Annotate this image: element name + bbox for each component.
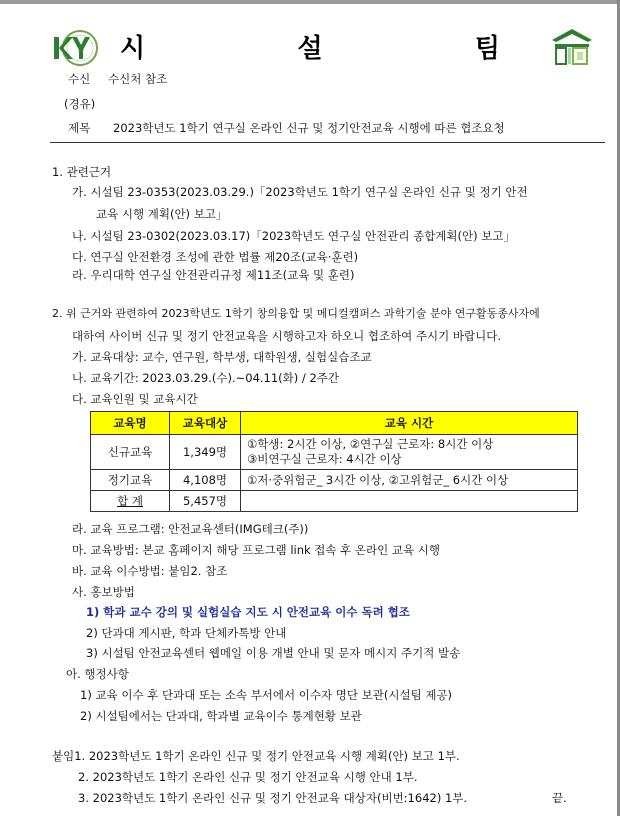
attachment-2: 2. 2023학년도 1학기 온라인 신규 및 정기 안전교육 시행 안내 1부. bbox=[78, 770, 418, 784]
document-title bbox=[120, 28, 500, 64]
admin-heading: 아. 행정사항 bbox=[66, 667, 129, 681]
subject-divider bbox=[50, 142, 605, 143]
subject-label: 제목 bbox=[68, 121, 91, 135]
table-cell: 4,108명 bbox=[170, 470, 241, 491]
title-char-1: 시 bbox=[120, 33, 146, 64]
education-table bbox=[90, 411, 578, 512]
table-cell bbox=[241, 491, 578, 512]
basis-item-a: 가. 시설팀 23-0353(2023.03.29.)「2023학년도 1학기 연구실 온라인 신규 및 정기 안전 bbox=[72, 185, 528, 199]
time-line: ①학생: 2시간 이상, ②연구실 근로자: 8시간 이상 bbox=[247, 437, 494, 451]
window-top-edge bbox=[0, 0, 620, 4]
basis-item-a-cont: 교육 시행 계획(안) 보고」 bbox=[96, 207, 228, 221]
table-cell: 신규교육 bbox=[91, 435, 170, 470]
edu-method: 마. 교육방법: 본교 홈페이지 해당 프로그램 link 접속 후 온라인 교육 시행 bbox=[72, 543, 441, 557]
table-cell: ①저·중위험군_ 3시간 이상, ②고위험군_ 6시간 이상 bbox=[241, 470, 578, 491]
promo-item-2: 2) 단과대 게시판, 학과 단체카톡방 안내 bbox=[86, 626, 287, 640]
university-logo-icon bbox=[50, 28, 98, 68]
attachment-1: 붙임1. 2023학년도 1학기 온라인 신규 및 정기 안전교육 시행 계획(안) 보고 1부. bbox=[52, 749, 460, 763]
edu-table-caption: 다. 교육인원 및 교육시간 bbox=[72, 392, 198, 406]
admin-item-2: 2) 시설팀에서는 단과대, 학과별 교육이수 통계현황 보관 bbox=[80, 709, 362, 723]
facility-team-logo-icon bbox=[548, 26, 596, 68]
table-cell-time bbox=[241, 435, 578, 470]
table-cell bbox=[91, 491, 170, 512]
table-row bbox=[91, 470, 578, 491]
table-header-cell: 교육 시간 bbox=[241, 412, 578, 435]
time-line: ③비연구실 근로자: 4시간 이상 bbox=[247, 452, 402, 466]
section2-intro-line1: 2. 위 근거와 관련하여 2023학년도 1학기 창의융합 및 메디컬캠퍼스 과학기술 분야 연구활동종사자에 bbox=[52, 307, 540, 320]
table-header-cell: 교육대상 bbox=[170, 412, 241, 435]
promo-item-1: 1) 학과 교수 강의 및 실험실습 지도 시 안전교육 이수 독려 협조 bbox=[86, 605, 410, 619]
edu-period: 나. 교육기간: 2023.03.29.(수).~04.11(화) / 2주간 bbox=[72, 371, 339, 385]
recipient-value: 수신처 참조 bbox=[108, 72, 168, 86]
table-cell: 정기교육 bbox=[91, 470, 170, 491]
title-char-2: 설 bbox=[297, 33, 323, 64]
total-label: 합 계 bbox=[117, 494, 143, 508]
basis-item-b: 나. 시설팀 23-0302(2023.03.17)「2023학년도 연구실 안전관리 종합계획(안) 보고」 bbox=[72, 229, 515, 243]
recipient-label: 수신 bbox=[68, 72, 91, 86]
edu-program: 라. 교육 프로그램: 안전교육센터(IMG테크(주)) bbox=[72, 522, 309, 536]
basis-item-d: 라. 우리대학 연구실 안전관리규정 제11조(교육 및 훈련) bbox=[72, 268, 355, 282]
title-char-3: 팀 bbox=[474, 33, 500, 64]
table-row bbox=[91, 491, 578, 512]
end-mark: 끝. bbox=[552, 791, 567, 805]
via-label: (경유) bbox=[64, 97, 96, 111]
table-cell: 1,349명 bbox=[170, 435, 241, 470]
table-header-row bbox=[91, 412, 578, 435]
section2-intro-line2: 대하여 사이버 신규 및 정기 안전교육을 시행하고자 하오니 협조하여 주시기 바랍니다. bbox=[72, 329, 502, 343]
table-header-cell: 교육명 bbox=[91, 412, 170, 435]
edu-target: 가. 교육대상: 교수, 연구원, 학부생, 대학원생, 실험실습조교 bbox=[72, 350, 372, 364]
table-cell: 5,457명 bbox=[170, 491, 241, 512]
admin-item-1: 1) 교육 이수 후 단과대 또는 소속 부서에서 이수자 명단 보관(시설팀 제공) bbox=[80, 688, 453, 702]
table-row bbox=[91, 435, 578, 470]
basis-item-c: 다. 연구실 안전환경 조성에 관한 법률 제20조(교육·훈련) bbox=[72, 250, 359, 264]
attachment-3: 3. 2023학년도 1학기 온라인 신규 및 정기 안전교육 대상자(비번:1642) 1부. bbox=[78, 791, 468, 805]
edu-completion: 바. 교육 이수방법: 붙임2. 참조 bbox=[72, 564, 228, 578]
subject-value: 2023학년도 1학기 연구실 온라인 신규 및 정기안전교육 시행에 따른 협조요청 bbox=[113, 121, 505, 135]
promo-item-3: 3) 시설팀 안전교육센터 웹메일 이용 개별 안내 및 문자 메시지 주기적 발송 bbox=[86, 646, 461, 660]
section1-heading: 1. 관련근거 bbox=[52, 165, 112, 179]
promo-heading: 사. 홍보방법 bbox=[72, 585, 135, 599]
